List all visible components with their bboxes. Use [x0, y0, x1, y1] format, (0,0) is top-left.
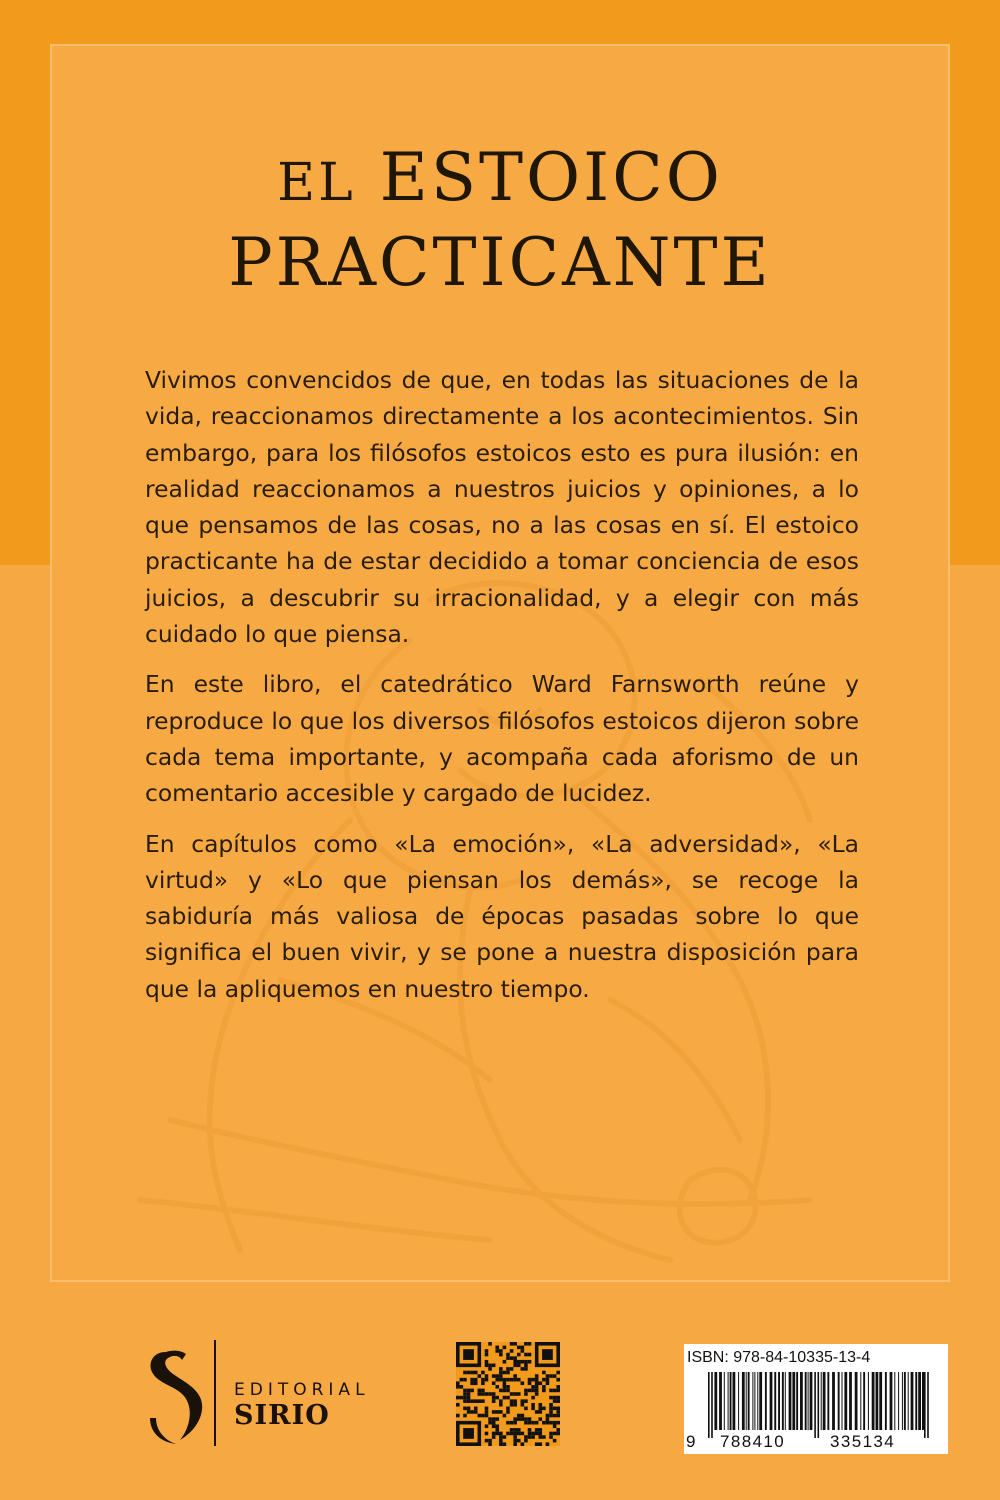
isbn-barcode-box: [684, 1344, 948, 1454]
publisher-line2: SIRIO: [234, 1400, 330, 1431]
blurb-paragraph: En este libro, el catedrático Ward Farnsworth reúne y reproduce lo que los diversos filósofos estoicos dijeron sobre cada tema importante, y acompaña cada aforismo de un comentario accesible y cargado de lucidez.: [145, 670, 859, 808]
publisher-line1: EDITORIAL: [234, 1380, 370, 1400]
barcode-digits-group1: 788410: [720, 1432, 786, 1451]
book-title: [50, 138, 950, 303]
isbn-label: ISBN: 978-84-10335-13-4: [687, 1349, 871, 1366]
back-cover-blurb: [145, 362, 859, 1021]
barcode-digit-first: 9: [686, 1432, 696, 1451]
title-line1: ESTOICO: [379, 139, 723, 216]
publisher-name: [234, 1380, 370, 1432]
title-line2: PRACTICANTE: [228, 224, 772, 301]
qr-code-icon: [456, 1342, 560, 1446]
barcode-digits-group2: 335134: [830, 1432, 896, 1451]
blurb-paragraph: Vivimos convencidos de que, en todas las situaciones de la vida, reaccionamos directamente a los acontecimientos. Sin embargo, para los filósofos estoicos esto es pura ilusión: en realidad reaccionamos a nuestros juicios y opiniones, a lo que pensamos de las cosas, no a las cosas en sí. El estoico practicante ha de estar decidido a tomar conciencia de esos juicios, a descubrir su irracionalidad, y a elegir con más cuidado lo que piensa.: [145, 366, 859, 649]
blurb-paragraph: En capítulos como «La emoción», «La adversidad», «La virtud» y «Lo que piensan los demás», se recoge la sabiduría más valiosa de épocas pasadas sobre lo que significa el buen vivir, y se pone a nuestra disposición para que la apliquemos en nuestro tiempo.: [145, 829, 859, 1003]
swan-s-logo-icon: [146, 1348, 206, 1446]
title-prefix: EL: [277, 153, 356, 213]
logo-divider: [214, 1340, 216, 1446]
barcode-icon: [696, 1372, 940, 1438]
